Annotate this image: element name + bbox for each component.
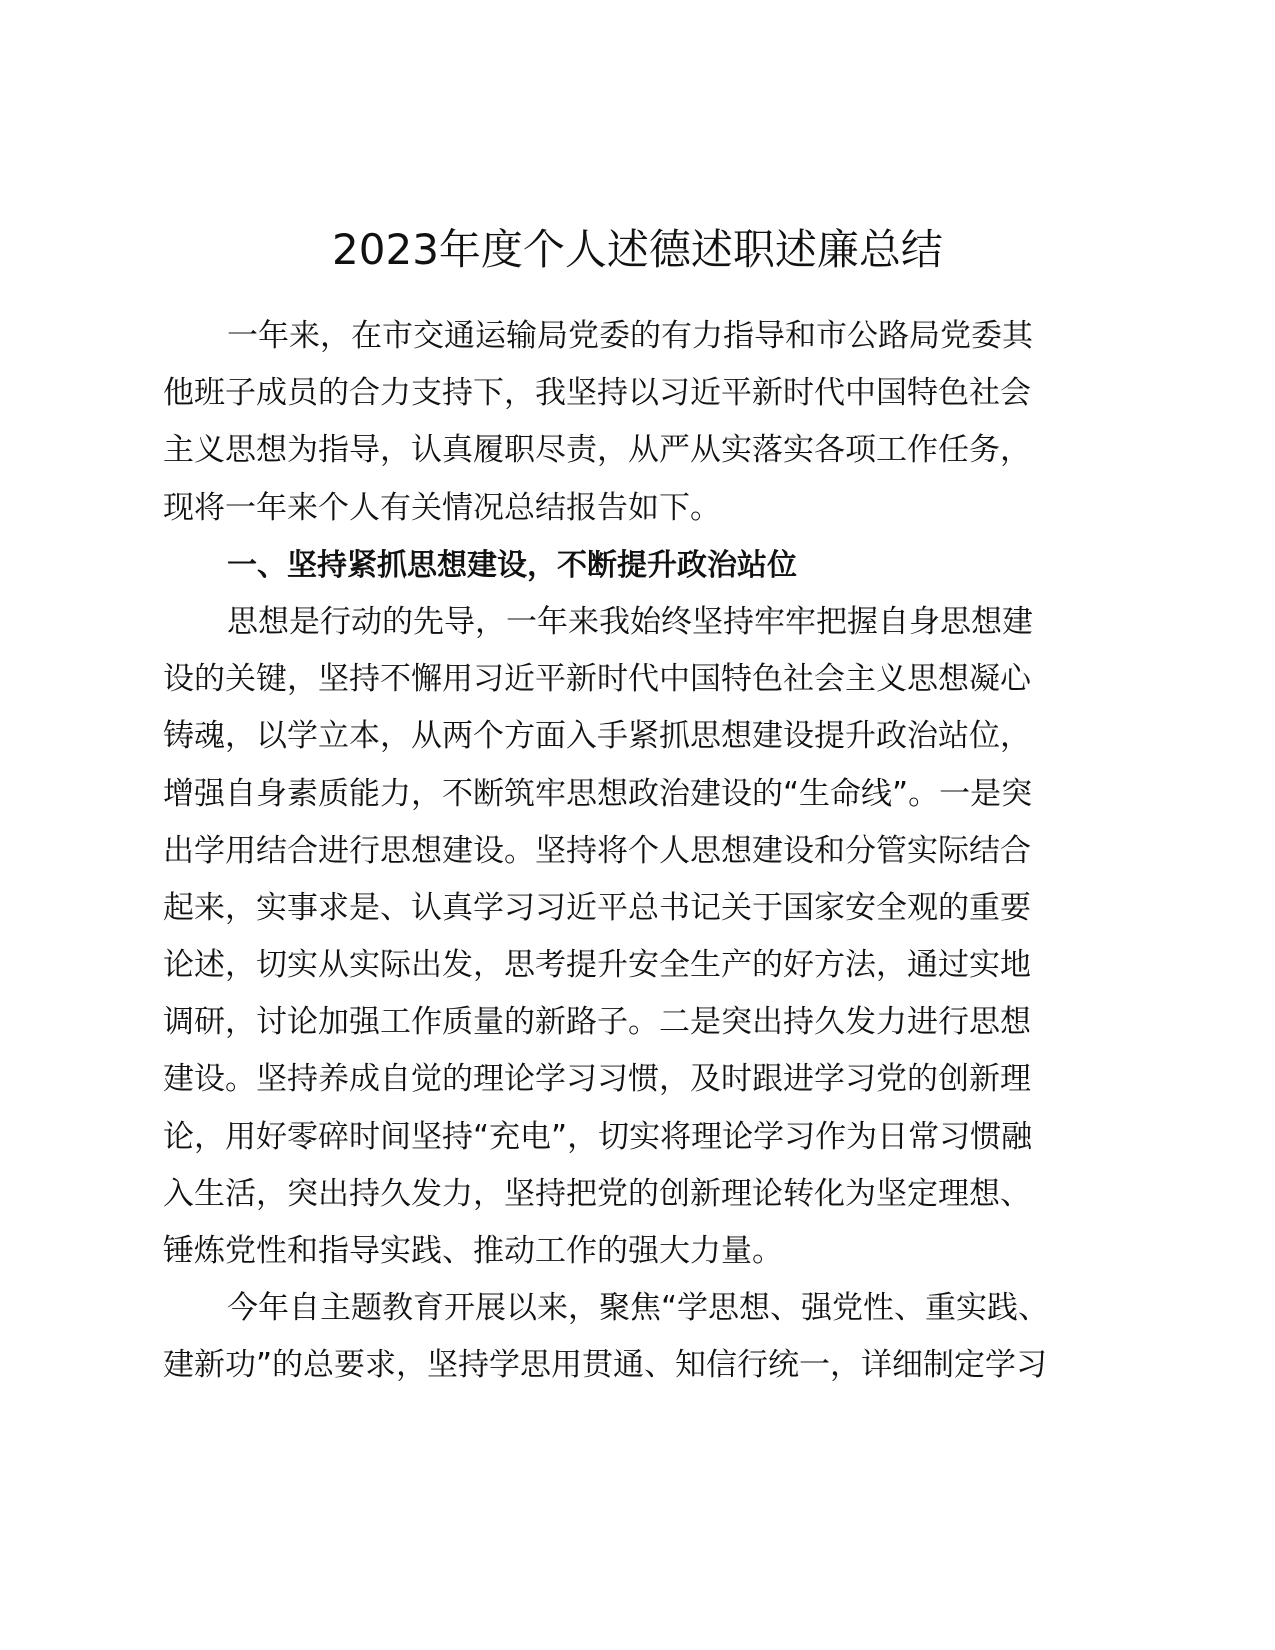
paragraph-line: 今年自主题教育开展以来，聚焦“学思想、强党性、重实践、 (227, 1290, 1050, 1327)
document-body (163, 308, 1113, 1395)
paragraph-line: 出学用结合进行思想建设。坚持将个人思想建设和分管实际结合 (163, 832, 1031, 869)
paragraph-line: 起来，实事求是、认真学习习近平总书记关于国家安全观的重要 (163, 889, 1031, 926)
paragraph-line: 建设。坚持养成自觉的理论学习习惯，及时跟进学习党的创新理 (163, 1061, 1031, 1098)
paragraph-line: 增强自身素质能力，不断筑牢思想政治建设的“生命线”。一是突 (163, 775, 1033, 812)
paragraph-line: 入生活，突出持久发力，坚持把党的创新理论转化为坚定理想、 (163, 1175, 1031, 1212)
paragraph-line: 思想是行动的先导，一年来我始终坚持牢牢把握自身思想建 (227, 603, 1033, 640)
paragraph-line: 论，用好零碎时间坚持“充电”，切实将理论学习作为日常习惯融 (163, 1118, 1033, 1155)
document-title: 2023年度个人述德述职述廉总结 (332, 225, 943, 274)
paragraph-line: 论述，切实从实际出发，思考提升安全生产的好方法，通过实地 (163, 947, 1031, 984)
section-heading: 一、坚持紧抓思想建设，不断提升政治站位 (227, 547, 797, 583)
paragraph-line: 铸魂，以学立本，从两个方面入手紧抓思想建设提升政治站位， (163, 718, 1031, 755)
paragraph-line: 锤炼党性和指导实践、推动工作的强大力量。 (163, 1233, 783, 1269)
paragraph-line: 设的关键，坚持不懈用习近平新时代中国特色社会主义思想凝心 (163, 661, 1031, 698)
paragraph-line: 调研，讨论加强工作质量的新路子。二是突出持久发力进行思想 (163, 1004, 1031, 1041)
paragraph-line: 主义思想为指导，认真履职尽责，从严从实落实各项工作任务， (163, 432, 1031, 469)
paragraph-line: 一年来，在市交通运输局党委的有力指导和市公路局党委其 (227, 318, 1033, 354)
paragraph-line: 他班子成员的合力支持下，我坚持以习近平新时代中国特色社会 (163, 375, 1031, 412)
paragraph-line: 建新功”的总要求，坚持学思用贯通、知信行统一，详细制定学习 (163, 1347, 1048, 1384)
paragraph-line: 现将一年来个人有关情况总结报告如下。 (163, 489, 721, 526)
